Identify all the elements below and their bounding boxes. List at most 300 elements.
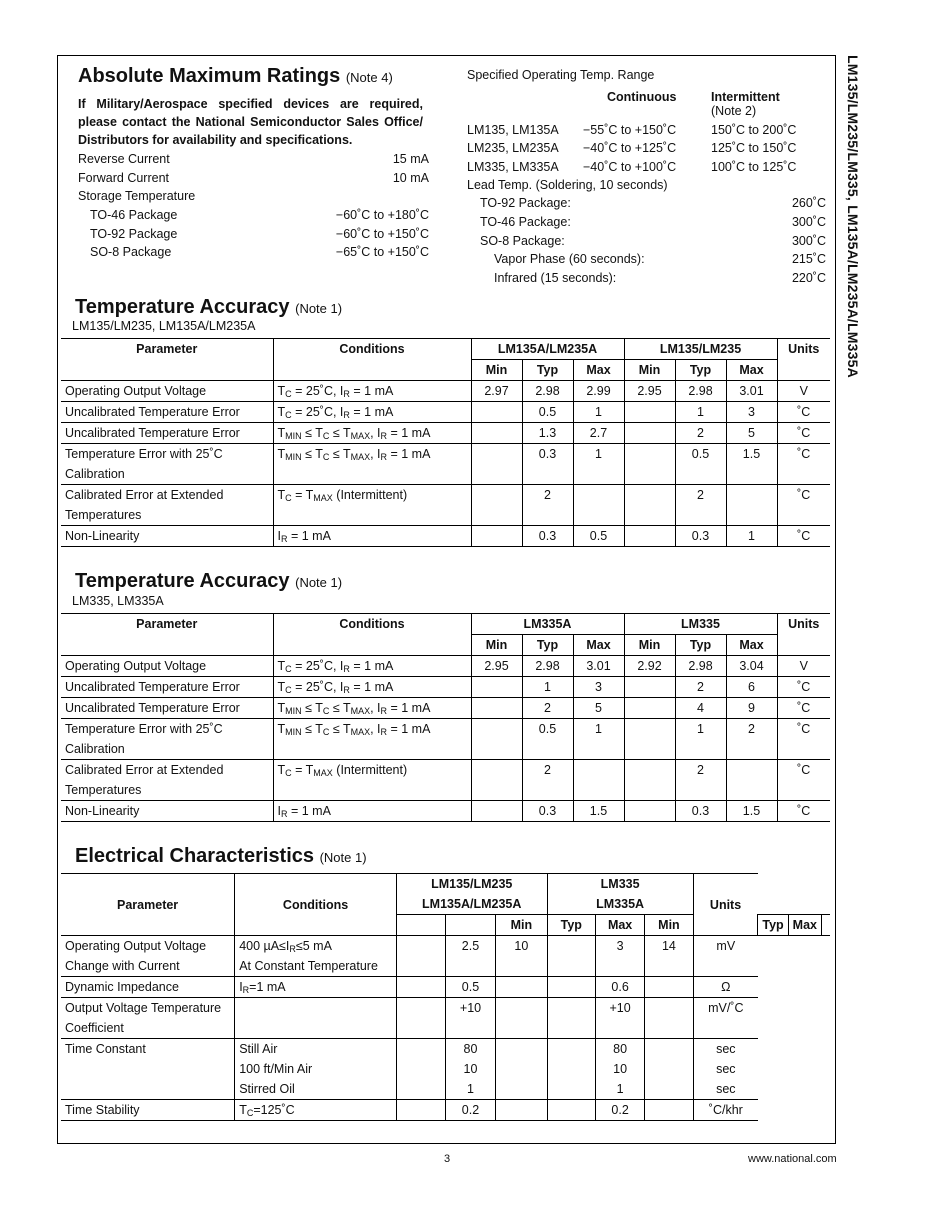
h-group2: LM335	[624, 614, 777, 635]
value-cell: 0.3	[522, 526, 573, 547]
sotr-part: LM235, LM235A	[467, 141, 559, 155]
ec-h-min: Min	[645, 915, 694, 936]
value-cell	[624, 801, 675, 822]
value-cell: +10	[596, 998, 645, 1039]
lead-value: 260˚C	[791, 196, 826, 210]
cond-text: T	[239, 1103, 247, 1117]
side-title: LM135/LM235/LM335, LM135A/LM235A/LM335A	[845, 55, 861, 378]
cond-text: = 1 mA	[349, 659, 394, 673]
amr-item-label: TO-46 Package	[90, 208, 178, 222]
cond-sub: MIN	[285, 727, 302, 737]
ec-h-units: Units	[693, 874, 758, 936]
cond-text: (Intermittent)	[332, 488, 408, 502]
cond-text: = 1 mA	[387, 426, 431, 440]
value-cell	[726, 485, 777, 526]
param-cell	[61, 656, 273, 677]
sotr-part: LM135, LM135A	[467, 123, 559, 137]
value-cell: 2.5	[445, 936, 495, 977]
table-row	[61, 1100, 830, 1121]
value-cell	[396, 998, 445, 1039]
value-cell: 0.5	[573, 526, 624, 547]
cond-text: I	[277, 529, 281, 543]
ec-h-g1a: LM135/LM235	[431, 877, 513, 891]
cond-text: ≤ T	[301, 722, 323, 736]
value-cell	[547, 1100, 596, 1121]
value-cell	[471, 677, 522, 698]
cond-text: ≤ T	[329, 426, 351, 440]
value-cell: 3	[596, 936, 645, 977]
h-units: Units	[777, 614, 830, 656]
value-cell: 0.6	[596, 977, 645, 998]
value-cell: 2.98	[675, 656, 726, 677]
cond-text: = 25˚C, I	[291, 659, 344, 673]
cond-text: I	[277, 804, 281, 818]
value-text: 10	[613, 1062, 628, 1076]
ta2-title-text: Temperature Accuracy	[75, 570, 290, 592]
ec-h-g1b: LM135A/LM235A	[422, 897, 522, 911]
value-cell: +10	[445, 998, 495, 1039]
website-link[interactable]: www.national.com	[748, 1153, 837, 1165]
value-cell	[547, 1039, 596, 1100]
cond-cell	[235, 977, 397, 998]
cond-cell	[273, 444, 471, 485]
param-cell: Time Stability	[61, 1100, 235, 1121]
ec-h-group2	[547, 874, 693, 915]
value-cell: 1	[522, 677, 573, 698]
value-cell	[645, 1100, 694, 1121]
value-cell	[624, 423, 675, 444]
cond-sub: R	[280, 809, 288, 819]
cond-text: ≤ T	[329, 447, 351, 461]
ta2-note: (Note 1)	[295, 575, 343, 590]
value-cell: 2	[522, 485, 573, 526]
value-cell: 3	[726, 402, 777, 423]
param-text: Operating Output Voltage	[65, 939, 207, 953]
cond-sub: C	[285, 493, 292, 503]
col-intermittent: Intermittent	[711, 90, 780, 104]
lead-value: 300˚C	[791, 234, 826, 248]
cond-text: ≤ T	[301, 426, 323, 440]
ta2-table	[61, 613, 830, 822]
value-cell	[471, 760, 522, 801]
value-cell	[645, 1039, 694, 1100]
units-cell: mV/˚C	[693, 998, 758, 1039]
cond-text: , I	[370, 722, 381, 736]
ec-h-max: Max	[596, 915, 645, 936]
cond-cell	[235, 998, 397, 1039]
table-row	[61, 1039, 830, 1100]
param-cell	[61, 698, 273, 719]
ec-title-text: Electrical Characteristics	[75, 845, 315, 867]
cond-cell	[273, 402, 471, 423]
h-group2: LM135/LM235	[624, 339, 777, 360]
value-cell: 2	[675, 485, 726, 526]
cond-sub: MIN	[285, 452, 302, 462]
value-cell: 0.2	[596, 1100, 645, 1121]
lead-label: TO-92 Package:	[480, 196, 571, 210]
param-text: Uncalibrated Temperature Error	[65, 426, 240, 440]
cond-cell	[235, 1100, 397, 1121]
value-cell: 0.3	[675, 526, 726, 547]
value-cell: 10	[496, 936, 547, 977]
cond-sub: C	[322, 431, 330, 441]
value-cell: 0.5	[445, 977, 495, 998]
amr-item-label: Reverse Current	[78, 152, 170, 166]
ec-table	[61, 873, 830, 1121]
value-cell: 2.7	[573, 423, 624, 444]
units-cell: ˚C	[777, 801, 830, 822]
units-cell: ˚C	[777, 698, 830, 719]
units-cell: ˚C	[777, 402, 830, 423]
value-cell	[547, 936, 596, 977]
cond-text: = T	[291, 763, 314, 777]
table-row	[61, 402, 830, 423]
value-cell: 14	[645, 936, 694, 977]
cond-text: , I	[370, 701, 381, 715]
ec-h-group1	[396, 874, 547, 915]
sotr-cont: −55˚C to +150˚C	[583, 123, 677, 137]
param-cell	[61, 677, 273, 698]
param-text: Uncalibrated Temperature Error	[65, 680, 240, 694]
cond-sub: R	[343, 685, 350, 695]
amr-note: (Note 4)	[345, 70, 393, 85]
value-cell	[624, 526, 675, 547]
value-cell: 0.3	[675, 801, 726, 822]
cond-text: T	[277, 722, 286, 736]
cond-text: 100 ft/Min Air	[239, 1062, 313, 1076]
param-cell	[61, 402, 273, 423]
param-text: Operating Output Voltage	[65, 384, 207, 398]
amr-item-label: Storage Temperature	[78, 189, 196, 203]
value-cell	[471, 801, 522, 822]
param-text: Non-Linearity	[65, 529, 140, 543]
param-cell	[61, 485, 273, 526]
lead-label: SO-8 Package:	[480, 234, 565, 248]
param-text: Temperatures	[65, 783, 142, 797]
value-cell: 0.5	[675, 444, 726, 485]
param-text: Uncalibrated Temperature Error	[65, 405, 240, 419]
value-cell	[496, 1100, 547, 1121]
ec-title	[75, 845, 367, 868]
h-typ: Typ	[675, 635, 726, 656]
cond-sub: R	[380, 727, 388, 737]
units-text: sec	[716, 1062, 736, 1076]
amr-item-label: TO-92 Package	[90, 227, 178, 241]
cond-sub: R	[343, 410, 350, 420]
value-cell: 5	[726, 423, 777, 444]
value-cell: 1.3	[522, 423, 573, 444]
units-cell: ˚C	[777, 677, 830, 698]
h-param: Parameter	[61, 614, 273, 656]
param-cell: Time Constant	[61, 1039, 235, 1100]
cond-text: T	[277, 680, 286, 694]
sotr-cont: −40˚C to +100˚C	[583, 160, 677, 174]
value-text: 80	[463, 1042, 478, 1056]
value-cell: 5	[573, 698, 624, 719]
param-text: Operating Output Voltage	[65, 659, 207, 673]
value-cell: 1	[573, 444, 624, 485]
units-cell: ˚C	[777, 444, 830, 485]
sotr-int: 125˚C to 150˚C	[711, 141, 797, 155]
cond-text: T	[277, 659, 286, 673]
h-min: Min	[471, 635, 522, 656]
cond-sub: MAX	[313, 493, 333, 503]
amr-warning: If Military/Aerospace specified devices are required, please contact the National Semiconductor Sales Office/ Distributors for availability and specifications.	[78, 97, 423, 147]
h-min: Min	[624, 635, 675, 656]
value-cell: 2.95	[471, 656, 522, 677]
value-cell	[645, 998, 694, 1039]
cond-text: ≤ T	[301, 447, 323, 461]
cond-sub: R	[242, 985, 250, 995]
cond-text: ≤ T	[329, 722, 351, 736]
ec-h-param: Parameter	[61, 874, 235, 936]
table-row	[61, 936, 830, 977]
cond-sub: C	[246, 1108, 254, 1118]
param-cell	[61, 760, 273, 801]
cond-sub: C	[322, 452, 330, 462]
value-text: 1	[467, 1082, 474, 1096]
value-cell: 1	[573, 719, 624, 760]
cond-cell	[273, 677, 471, 698]
value-cell: 6	[726, 677, 777, 698]
table-row	[61, 801, 830, 822]
table-row	[61, 760, 830, 801]
lead-title: Lead Temp. (Soldering, 10 seconds)	[467, 178, 668, 192]
table-row	[61, 381, 830, 402]
value-cell	[471, 423, 522, 444]
cond-sub: R	[289, 944, 296, 954]
amr-title-text: Absolute Maximum Ratings	[78, 65, 341, 87]
param-cell	[61, 998, 235, 1039]
cond-cell	[273, 760, 471, 801]
value-cell	[573, 760, 624, 801]
value-cell: 1	[675, 402, 726, 423]
value-text: 1	[616, 1082, 624, 1096]
value-cell: 1	[675, 719, 726, 760]
table-row	[61, 526, 830, 547]
h-group1: LM335A	[471, 614, 624, 635]
cond-text: ≤ T	[329, 701, 351, 715]
units-cell: ˚C/khr	[693, 1100, 758, 1121]
value-cell	[396, 1039, 445, 1100]
value-cell	[624, 760, 675, 801]
cond-sub: R	[343, 664, 350, 674]
h-max: Max	[726, 360, 777, 381]
value-cell: 0.5	[522, 402, 573, 423]
cond-cell	[235, 1039, 397, 1100]
amr-item-value: −60˚C to +180˚C	[335, 208, 429, 222]
units-cell: V	[777, 656, 830, 677]
cond-text: T	[277, 426, 286, 440]
cond-sub: C	[285, 664, 292, 674]
cond-text: = 1 mA	[287, 804, 331, 818]
cond-text: = 1 mA	[349, 384, 394, 398]
ta2-title	[75, 570, 342, 593]
value-cell	[471, 444, 522, 485]
amr-item-label: Forward Current	[78, 171, 169, 185]
lead-label: TO-46 Package:	[480, 215, 571, 229]
value-text: 10	[463, 1062, 478, 1076]
cond-text: = 1 mA	[387, 447, 431, 461]
value-cell: 0.2	[445, 1100, 495, 1121]
cond-text: =1 mA	[249, 980, 286, 994]
value-cell: 3	[573, 677, 624, 698]
sotr-part: LM335, LM335A	[467, 160, 559, 174]
cond-text: T	[277, 447, 286, 461]
param-cell	[61, 423, 273, 444]
cond-sub: C	[322, 727, 330, 737]
sotr-int: 100˚C to 125˚C	[711, 160, 797, 174]
table-row	[61, 677, 830, 698]
cond-sub: R	[380, 431, 388, 441]
table-row	[61, 998, 830, 1039]
value-cell	[624, 677, 675, 698]
lead-label: Vapor Phase (60 seconds):	[494, 252, 645, 266]
h-param: Parameter	[61, 339, 273, 381]
value-cell	[624, 444, 675, 485]
lead-value: 215˚C	[791, 252, 826, 266]
amr-item-value: 15 mA	[392, 152, 429, 166]
table-row	[61, 485, 830, 526]
cond-text: = T	[291, 488, 314, 502]
cond-text: = 1 mA	[349, 405, 394, 419]
ta2-subtitle: LM335, LM335A	[72, 594, 164, 608]
units-cell: Ω	[693, 977, 758, 998]
units-cell: ˚C	[777, 526, 830, 547]
value-cell	[496, 998, 547, 1039]
value-cell: 1	[573, 402, 624, 423]
h-typ: Typ	[675, 360, 726, 381]
cond-sub: MIN	[285, 431, 302, 441]
cond-text: = 25˚C, I	[291, 680, 344, 694]
param-cell	[61, 801, 273, 822]
param-text: Temperatures	[65, 508, 142, 522]
cond-text: I	[239, 980, 243, 994]
ec-h-typ: Typ	[547, 915, 596, 936]
value-cell	[471, 698, 522, 719]
h-typ: Typ	[522, 635, 573, 656]
value-cell: 2.95	[624, 381, 675, 402]
amr-item-label: SO-8 Package	[90, 245, 172, 259]
value-cell: 2	[726, 719, 777, 760]
units-cell: ˚C	[777, 719, 830, 760]
param-cell	[61, 526, 273, 547]
value-cell	[496, 977, 547, 998]
cond-cell	[273, 381, 471, 402]
value-cell	[471, 526, 522, 547]
value-cell: 2.98	[522, 381, 573, 402]
sotr-int: 150˚C to 200˚C	[711, 123, 797, 137]
cond-text: , I	[370, 426, 381, 440]
cond-sub: MIN	[285, 706, 302, 716]
value-cell: 2	[675, 677, 726, 698]
value-cell: 3.01	[726, 381, 777, 402]
units-cell: V	[777, 381, 830, 402]
cond-text: Stirred Oil	[239, 1082, 295, 1096]
cond-cell	[235, 936, 397, 977]
param-cell: Dynamic Impedance	[61, 977, 235, 998]
cond-sub: MAX	[350, 452, 371, 462]
sotr-title: Specified Operating Temp. Range	[467, 68, 655, 82]
value-cell: 3.04	[726, 656, 777, 677]
cond-text: At Constant Temperature	[239, 959, 378, 973]
h-group1: LM135A/LM235A	[471, 339, 624, 360]
cond-text: T	[277, 384, 286, 398]
ec-note: (Note 1)	[319, 850, 367, 865]
param-text: Calibrated Error at Extended	[65, 488, 224, 502]
table-row	[61, 698, 830, 719]
col-continuous: Continuous	[607, 90, 677, 104]
value-cell: 2.99	[573, 381, 624, 402]
param-text: Uncalibrated Temperature Error	[65, 701, 240, 715]
value-cell: 2.98	[522, 656, 573, 677]
units-cell	[693, 1039, 758, 1100]
value-cell	[471, 485, 522, 526]
ta1-table	[61, 338, 830, 547]
cond-sub: R	[280, 534, 288, 544]
value-cell	[445, 1039, 495, 1100]
cond-text: T	[277, 405, 286, 419]
h-cond: Conditions	[273, 614, 471, 656]
ta1-title-text: Temperature Accuracy	[75, 296, 290, 318]
ec-h-max: Max	[788, 915, 821, 936]
value-cell: 2.98	[675, 381, 726, 402]
ec-h-min: Min	[496, 915, 547, 936]
cond-sub: C	[285, 768, 292, 778]
h-min: Min	[624, 360, 675, 381]
cond-text: Still Air	[239, 1042, 278, 1056]
value-cell	[547, 977, 596, 998]
units-cell: ˚C	[777, 760, 830, 801]
cond-sub: R	[380, 452, 388, 462]
cond-text: = 1 mA	[349, 680, 394, 694]
col-intermittent-note: (Note 2)	[711, 104, 757, 118]
cond-cell	[273, 719, 471, 760]
cond-text: T	[277, 701, 286, 715]
value-cell	[624, 698, 675, 719]
value-cell	[547, 998, 596, 1039]
h-cond: Conditions	[273, 339, 471, 381]
value-cell	[396, 977, 445, 998]
cond-text: = 25˚C, I	[291, 384, 344, 398]
value-cell	[396, 936, 445, 977]
cond-text: ≤ T	[301, 701, 323, 715]
ec-h-cond: Conditions	[235, 874, 397, 936]
amr-item-value: −65˚C to +150˚C	[335, 245, 429, 259]
cond-cell	[273, 526, 471, 547]
value-cell	[471, 402, 522, 423]
table-row	[61, 444, 830, 485]
cond-sub: R	[343, 389, 350, 399]
table-row	[61, 423, 830, 444]
param-cell	[61, 719, 273, 760]
ec-h-units-blank	[822, 915, 831, 936]
cond-cell	[273, 423, 471, 444]
ec-h-param-blank	[396, 915, 445, 936]
value-cell: 9	[726, 698, 777, 719]
value-cell: 2	[675, 760, 726, 801]
param-text: Calibration	[65, 467, 125, 481]
amr-item-value: 10 mA	[392, 171, 429, 185]
value-cell: 1.5	[726, 444, 777, 485]
param-cell	[61, 381, 273, 402]
cond-text: T	[277, 488, 286, 502]
cond-text: = 1 mA	[287, 529, 331, 543]
lead-label: Infrared (15 seconds):	[494, 271, 617, 285]
table-row	[61, 977, 830, 998]
param-text: Coefficient	[65, 1021, 124, 1035]
param-cell	[61, 444, 273, 485]
